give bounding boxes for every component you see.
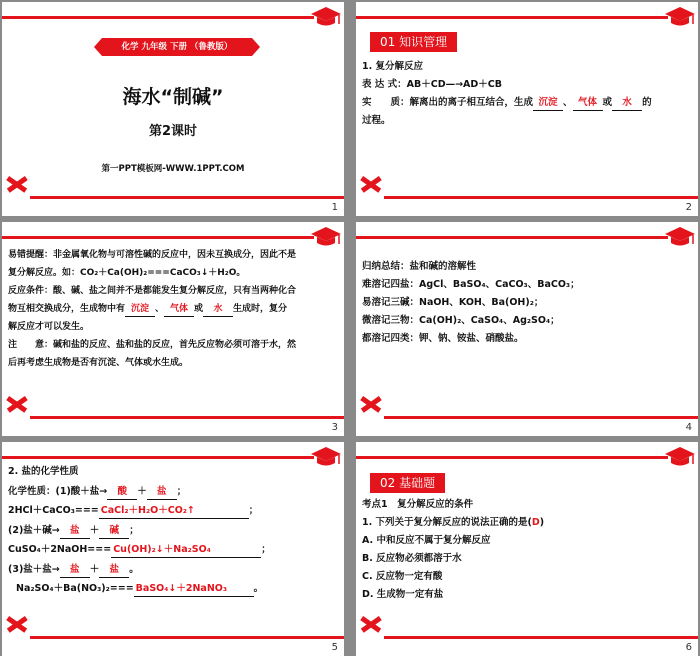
footer-text: 第一PPT模板网-WWW.1PPT.COM bbox=[101, 164, 245, 174]
section-header: 02 基础题 bbox=[370, 473, 445, 493]
text: 。 bbox=[129, 563, 139, 575]
text: 或 bbox=[194, 304, 204, 314]
text: 易错提醒：非金属氧化物与可溶性碱的反应中，因未互换成分，因此不是 bbox=[8, 250, 297, 260]
text: (2)盐＋碱→ bbox=[8, 524, 60, 536]
option-d[interactable]: D. 生成物一定有盐 bbox=[362, 589, 444, 600]
topic-label: 考点1 复分解反应的条件 bbox=[362, 499, 474, 510]
text: ； bbox=[129, 524, 139, 536]
bottom-rule bbox=[384, 416, 698, 419]
text: 难溶记四盐：AgCl、BaSO₄、CaCO₃、BaCO₃； bbox=[362, 279, 580, 290]
option-c[interactable]: C. 反应物一定有酸 bbox=[362, 571, 443, 582]
page-subtitle: 第2课时 bbox=[148, 124, 198, 139]
label: 表 达 式 bbox=[362, 79, 398, 90]
text: (3)盐＋盐→ bbox=[8, 563, 60, 575]
blank-answer: 碱 bbox=[99, 524, 129, 539]
blank-answer: 沉淀 bbox=[125, 302, 155, 317]
blank-answer: CaCl₂＋H₂O＋CO₂↑ bbox=[99, 504, 249, 519]
page-number: 4 bbox=[685, 422, 692, 433]
slide-content bbox=[8, 462, 336, 599]
text: ＋ bbox=[137, 485, 147, 497]
blank-answer: 盐 bbox=[147, 485, 177, 500]
page-number: 5 bbox=[331, 642, 338, 653]
formula: 2HCl＋CaCO₃=== bbox=[8, 505, 99, 516]
slide-3[interactable] bbox=[2, 222, 344, 436]
blank-answer: 水 bbox=[612, 96, 642, 111]
top-rule bbox=[2, 456, 314, 459]
text: 归纳总结：盐和碱的溶解性 bbox=[362, 261, 477, 272]
grade-ribbon: 化学 九年级 下册 （鲁教版） bbox=[102, 38, 252, 56]
text: 。 bbox=[253, 583, 264, 594]
top-rule bbox=[356, 16, 668, 19]
pencil-ruler-icon bbox=[4, 392, 30, 416]
page-number: 3 bbox=[331, 422, 338, 433]
text: 化学性质：(1)酸＋盐→ bbox=[8, 485, 108, 497]
graduation-cap-icon bbox=[664, 224, 696, 250]
graduation-cap-icon bbox=[664, 4, 696, 30]
blank-answer: 盐 bbox=[60, 563, 90, 578]
page-number: 6 bbox=[685, 642, 692, 653]
blank-answer: 沉淀 bbox=[533, 96, 563, 111]
text: ； bbox=[176, 485, 187, 497]
bottom-rule bbox=[30, 196, 344, 199]
option-b[interactable]: B. 反应物必须都溶于水 bbox=[362, 553, 462, 564]
pencil-ruler-icon bbox=[4, 172, 30, 196]
option-a[interactable]: A. 中和反应不属于复分解反应 bbox=[362, 535, 491, 546]
text: 注 意：碱和盐的反应、盐和盐的反应，首先反应物必须可溶于水，然 bbox=[8, 340, 297, 350]
pencil-ruler-icon bbox=[358, 392, 384, 416]
text: 解反应才可以发生。 bbox=[8, 322, 90, 332]
bottom-rule bbox=[30, 416, 344, 419]
pencil-ruler-icon bbox=[358, 612, 384, 636]
formula: CuSO₄＋2NaOH=== bbox=[8, 544, 112, 555]
text: 物互相交换成分，生成物中有 bbox=[8, 304, 126, 314]
text: 过程。 bbox=[362, 115, 391, 126]
top-rule bbox=[2, 16, 314, 19]
text: 的 bbox=[642, 97, 652, 108]
bottom-rule bbox=[384, 196, 698, 199]
heading: 1. 复分解反应 bbox=[362, 61, 424, 72]
text: 或 bbox=[602, 97, 613, 108]
text: 复分解反应。如：CO₂＋Ca(OH)₂===CaCO₃↓＋H₂O。 bbox=[8, 268, 246, 278]
formula: Na₂SO₄＋Ba(NO₃)₂=== bbox=[16, 583, 134, 594]
text: 反应条件：酸、碱、盐之间并不是都能发生复分解反应，只有当两种化合 bbox=[8, 286, 297, 296]
text: ； bbox=[261, 544, 271, 555]
blank-answer: 水 bbox=[203, 302, 233, 317]
top-rule bbox=[356, 236, 668, 239]
text: 易溶记三碱：NaOH、KOH、Ba(OH)₂； bbox=[362, 297, 544, 308]
text: 、 bbox=[563, 97, 573, 108]
blank-answer: 酸 bbox=[107, 485, 137, 500]
bottom-rule bbox=[30, 636, 344, 639]
slide-content bbox=[362, 496, 690, 604]
blank-answer: BaSO₄↓＋2NaNO₃ bbox=[134, 582, 254, 597]
graduation-cap-icon bbox=[310, 4, 342, 30]
slide-2[interactable] bbox=[356, 2, 698, 216]
heading: 2. 盐的化学性质 bbox=[8, 466, 79, 477]
page-title: 海水“制碱” bbox=[122, 86, 224, 108]
blank-answer: 盐 bbox=[60, 524, 90, 539]
page-number: 2 bbox=[685, 202, 692, 213]
text: 生成时，复分 bbox=[233, 304, 288, 314]
text: 都溶记四类：钾、钠、铵盐、硝酸盐。 bbox=[362, 333, 524, 344]
slide-5[interactable] bbox=[2, 442, 344, 656]
slide-content bbox=[362, 258, 690, 348]
blank-answer: Cu(OH)₂↓＋Na₂SO₄ bbox=[111, 543, 261, 558]
top-rule bbox=[356, 456, 668, 459]
slide-1[interactable] bbox=[2, 2, 344, 216]
blank-answer: 盐 bbox=[99, 563, 129, 578]
text: 后再考虑生成物是否有沉淀、气体或水生成。 bbox=[8, 358, 189, 368]
top-rule bbox=[2, 236, 314, 239]
blank-answer: 气体 bbox=[573, 96, 603, 111]
text: 微溶记三物：Ca(OH)₂、CaSO₄、Ag₂SO₄； bbox=[362, 315, 560, 326]
formula: ：AB＋CD—→AD＋CB bbox=[397, 79, 502, 90]
pencil-ruler-icon bbox=[358, 172, 384, 196]
slide-6[interactable] bbox=[356, 442, 698, 656]
page-number: 1 bbox=[331, 202, 338, 213]
slide-4[interactable] bbox=[356, 222, 698, 436]
text: 、 bbox=[155, 304, 165, 314]
slide-content bbox=[362, 58, 690, 130]
answer: D bbox=[531, 517, 540, 528]
slide-content bbox=[8, 246, 336, 372]
section-header: 01 知识管理 bbox=[370, 32, 457, 52]
text: ； bbox=[248, 505, 259, 516]
graduation-cap-icon bbox=[664, 444, 696, 470]
text: ＋ bbox=[89, 524, 100, 536]
text: ：解离出的离子相互结合，生成 bbox=[400, 97, 534, 108]
text: ＋ bbox=[89, 563, 100, 575]
question: 1. 下列关于复分解反应的说法正确的是( bbox=[362, 517, 532, 528]
bottom-rule bbox=[384, 636, 698, 639]
blank-answer: 气体 bbox=[164, 302, 194, 317]
label: 实 质 bbox=[362, 97, 401, 108]
pencil-ruler-icon bbox=[4, 612, 30, 636]
text: ) bbox=[539, 517, 545, 528]
